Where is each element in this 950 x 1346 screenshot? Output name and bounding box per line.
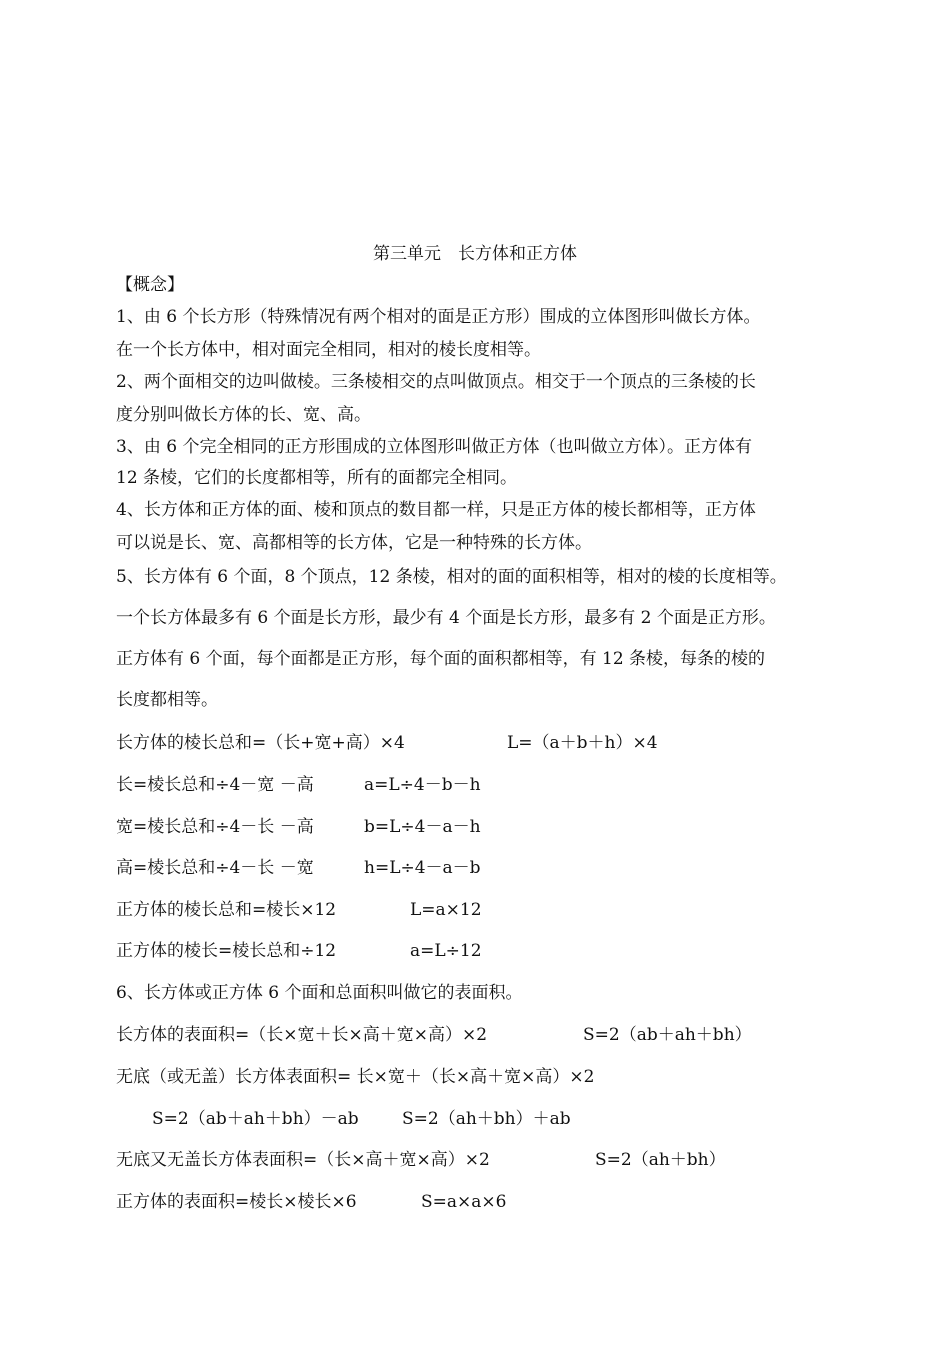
formula-nobase-symbols-2: S=2（ah＋bh）＋ab bbox=[402, 1109, 571, 1129]
formula-cube-area-words: 正方体的表面积=棱长×棱长×6 bbox=[116, 1192, 357, 1212]
paragraph-2-line-2: 度分别叫做长方体的长、宽、高。 bbox=[116, 405, 371, 425]
formula-cube-edge-words: 正方体的棱长=棱长总和÷12 bbox=[116, 941, 337, 961]
formula-nobase-symbols-1: S=2（ab＋ah＋bh）－ab bbox=[152, 1109, 359, 1129]
paragraph-6: 6、长方体或正方体 6 个面和总面积叫做它的表面积。 bbox=[116, 983, 523, 1003]
paragraph-3-line-1: 3、由 6 个完全相同的正方形围成的立体图形叫做正方体（也叫做立方体）。正方体有 bbox=[116, 437, 752, 457]
formula-height-words: 高=棱长总和÷4－长 －宽 bbox=[116, 858, 314, 878]
formula-cube-area-symbols: S=a×a×6 bbox=[421, 1192, 507, 1212]
formula-length-words: 长=棱长总和÷4－宽 －高 bbox=[116, 775, 314, 795]
formula-edge-sum-words: 长方体的棱长总和=（长+宽+高）×4 bbox=[116, 733, 405, 753]
paragraph-4-line-2: 可以说是长、宽、高都相等的长方体，它是一种特殊的长方体。 bbox=[116, 533, 592, 553]
paragraph-4-line-1: 4、长方体和正方体的面、棱和顶点的数目都一样，只是正方体的棱长都相等，正方体 bbox=[116, 500, 756, 520]
paragraph-3-line-2: 12 条棱，它们的长度都相等，所有的面都完全相同。 bbox=[116, 468, 518, 488]
formula-length-symbols: a=L÷4－b－h bbox=[364, 775, 481, 795]
formula-width-symbols: b=L÷4－a－h bbox=[364, 817, 481, 837]
formula-edge-sum-symbols: L=（a＋b＋h）×4 bbox=[507, 733, 658, 753]
formula-nobase-area-words: 无底（或无盖）长方体表面积= 长×宽＋（长×高＋宽×高）×2 bbox=[116, 1067, 595, 1087]
formula-height-symbols: h=L÷4－a－b bbox=[364, 858, 481, 878]
paragraph-5-line-4: 长度都相等。 bbox=[116, 690, 218, 710]
formula-no-base-lid-symbols: S=2（ah＋bh） bbox=[595, 1150, 726, 1170]
formula-no-base-lid-words: 无底又无盖长方体表面积=（长×高＋宽×高）×2 bbox=[116, 1150, 490, 1170]
formula-width-words: 宽=棱长总和÷4－长 －高 bbox=[116, 817, 314, 837]
paragraph-5-line-1: 5、长方体有 6 个面，8 个顶点，12 条棱，相对的面的面积相等，相对的棱的长度相等。 bbox=[116, 567, 787, 587]
paragraph-5-line-2: 一个长方体最多有 6 个面是长方形，最少有 4 个面是长方形，最多有 2 个面是正方形。 bbox=[116, 608, 776, 628]
section-heading: 【概念】 bbox=[116, 275, 184, 295]
page-title: 第三单元 长方体和正方体 bbox=[373, 244, 577, 264]
formula-rect-area-words: 长方体的表面积=（长×宽＋长×高＋宽×高）×2 bbox=[116, 1025, 488, 1045]
formula-cube-edge-symbols: a=L÷12 bbox=[410, 941, 482, 961]
paragraph-1-line-2: 在一个长方体中，相对面完全相同，相对的棱长度相等。 bbox=[116, 340, 541, 360]
formula-cube-edge-sum-words: 正方体的棱长总和=棱长×12 bbox=[116, 900, 337, 920]
paragraph-1-line-1: 1、由 6 个长方形（特殊情况有两个相对的面是正方形）围成的立体图形叫做长方体。 bbox=[116, 307, 761, 327]
formula-rect-area-symbols: S=2（ab＋ah＋bh） bbox=[583, 1025, 752, 1045]
paragraph-2-line-1: 2、两个面相交的边叫做棱。三条棱相交的点叫做顶点。相交于一个顶点的三条棱的长 bbox=[116, 372, 756, 392]
formula-cube-edge-sum-symbols: L=a×12 bbox=[410, 900, 482, 920]
paragraph-5-line-3: 正方体有 6 个面，每个面都是正方形，每个面的面积都相等，有 12 条棱，每条的棱的 bbox=[116, 649, 766, 669]
